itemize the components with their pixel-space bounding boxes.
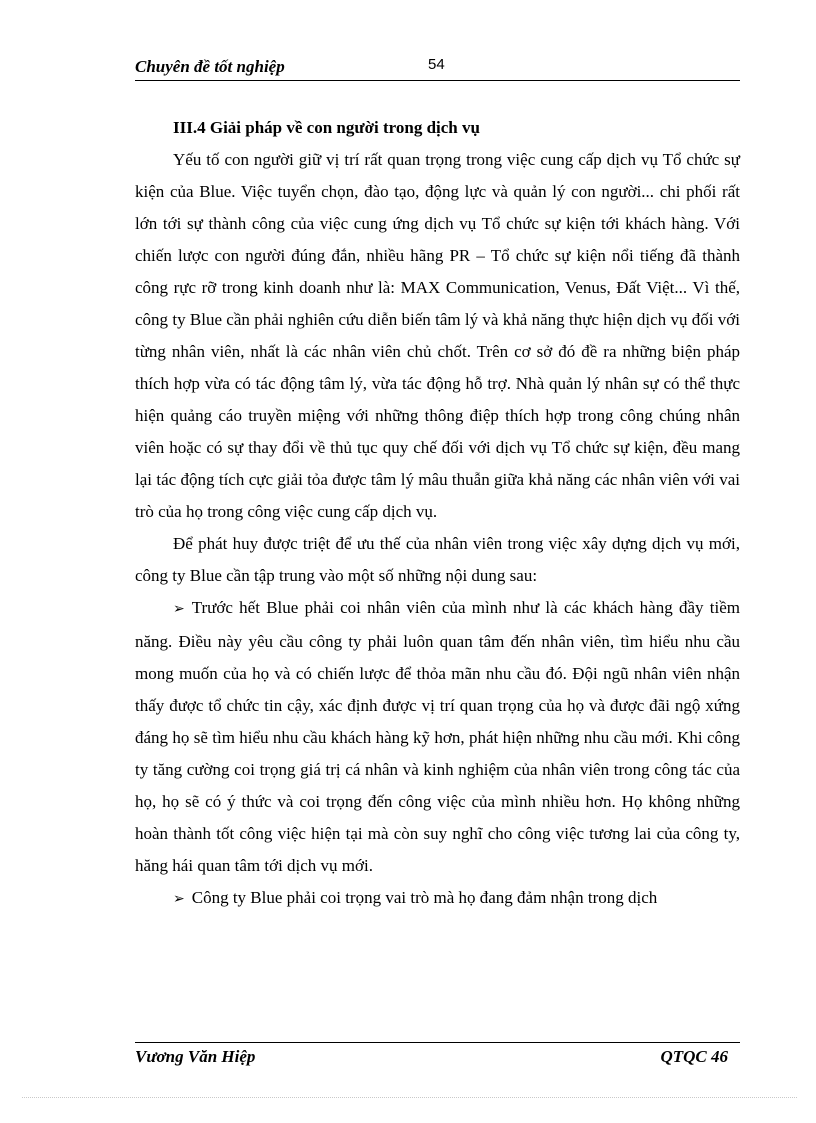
header-title: Chuyên đề tốt nghiệp	[135, 57, 285, 76]
footer-author: Vương Văn Hiệp	[135, 1047, 256, 1066]
page-edge-divider	[22, 1097, 797, 1098]
page-footer	[135, 1042, 740, 1071]
page-content	[135, 112, 740, 916]
arrowhead-bullet-icon: ➢	[173, 892, 185, 907]
footer-code: QTQC 46	[660, 1047, 728, 1066]
bullet-item	[135, 882, 740, 916]
bullet-item	[135, 592, 740, 882]
page-header	[135, 56, 740, 81]
body-paragraph: Yếu tố con người giữ vị trí rất quan trọng trong việc cung cấp dịch vụ Tổ chức sự kiện của Blue. Việc tuyển chọn, đào tạo, động lực và quản lý con người... chi phối rất lớn tới sự thành công của việc cung ứng dịch vụ Tổ chức sự kiện tới khách hàng. Với chiến lược con người đúng đắn, nhiều hãng PR – Tổ chức sự kiện nổi tiếng đã thành công rực rỡ trong kinh doanh như là: MAX Communication, Venus, Đất Việt... Vì thế, công ty Blue cần phải nghiên cứu diễn biến tâm lý và khả năng thực hiện dịch vụ đối với từng nhân viên, nhất là các nhân viên chủ chốt. Trên cơ sở đó đề ra những biện pháp thích hợp vừa có tác động tâm lý, vừa tác động hỗ trợ. Nhà quản lý nhân sự có thể thực hiện quảng cáo truyền miệng với những thông điệp thích hợp trong công chúng nhân viên hoặc có sự thay đổi về thủ tục quy chế đối với dịch vụ Tổ chức sự kiện, đều mang lại tác động tích cực giải tỏa được tâm lý mâu thuẫn giữa khả năng các nhân viên với vai trò của họ trong công việc cung cấp dịch vụ.	[135, 150, 740, 521]
page-number: 54	[428, 56, 445, 73]
section-heading: III.4 Giải pháp về con người trong dịch vụ	[173, 118, 480, 137]
body-paragraph: Để phát huy được triệt để ưu thế của nhân viên trong việc xây dựng dịch vụ mới, công ty Blue cần tập trung vào một số những nội dung sau:	[135, 534, 740, 585]
bullet-text: Công ty Blue phải coi trọng vai trò mà họ đang đảm nhận trong dịch	[191, 888, 658, 907]
bullet-text: Trước hết Blue phải coi nhân viên của mình như là các khách hàng đầy tiềm năng. Điều này yêu cầu công ty phải luôn quan tâm đến nhân viên, tìm hiểu nhu cầu mong muốn của họ và có chiến lược để thỏa mãn nhu cầu đó. Đội ngũ nhân viên nhận thấy được tổ chức tin cậy, xác định được vị trí quan trọng của họ và được đãi ngộ xứng đáng họ sẽ tìm hiểu nhu cầu khách hàng kỹ hơn, phát hiện những nhu cầu mới. Khi công ty tăng cường coi trọng giá trị cá nhân và kinh nghiệm của nhân viên trong công tác của họ, họ sẽ có ý thức và coi trọng đến công việc của mình nhiều hơn. Họ không những hoàn thành tốt công việc hiện tại mà còn suy nghĩ cho công việc tương lai của công ty, hăng hái quan tâm tới dịch vụ mới.	[135, 598, 740, 875]
arrowhead-bullet-icon: ➢	[173, 602, 185, 617]
